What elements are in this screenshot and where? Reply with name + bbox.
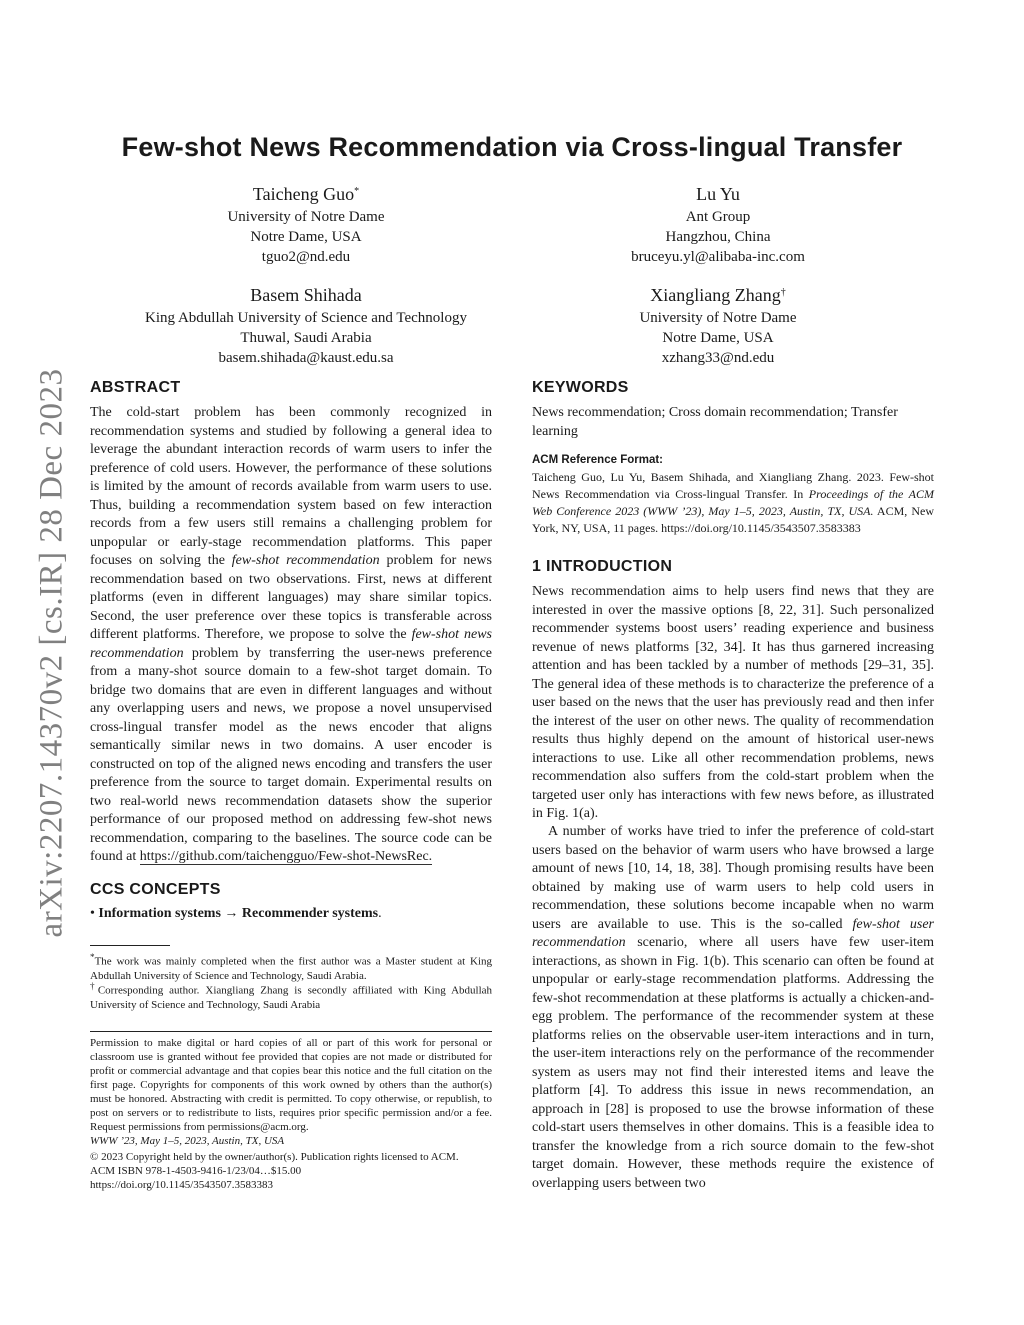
author-affiliation: Ant Group xyxy=(685,209,751,225)
ccs-bullet: • xyxy=(90,906,95,921)
footnote-text: The work was mainly completed when the first author was a Master student at King Abdullah University of Science and Technology, Saudi Arabia. xyxy=(90,955,492,982)
author-name: Xiangliang Zhang xyxy=(650,285,781,305)
permission-rule xyxy=(90,1031,492,1032)
source-code-link[interactable]: https://github.com/taichengguo/Few-shot-NewsRec. xyxy=(139,849,433,864)
author-affiliation: University of Notre Dame xyxy=(639,310,797,326)
footnote-2 xyxy=(90,979,492,1012)
footnote-text: Corresponding author. Xiangliang Zhang is secondly affiliated with King Abdullah University of Science and Technology, Saudi Arabia xyxy=(90,984,493,1011)
reference-format-text xyxy=(532,469,934,537)
paper-title: Few-shot News Recommendation via Cross-lingual Transfer xyxy=(121,132,903,162)
author-affiliation: King Abdullah University of Science and Technology xyxy=(145,310,467,326)
abstract-text-3: problem by transferring the user-news preference from a many-shot source domain to a few-shot target domain. To bridge two domains that are even in different languages and without any overlapping users and news, we propose a novel unsupervised cross-lingual transfer model as the news encoder that aligns semantically similar news in two domains. A user encoder is constructed on top of the aligned news encoding and transfers the user preference from the source to target domain. Experimental results on two real-world news recommendation datasets show the superior performance of our proposed method on addressing few-shot news recommendation, comparing to the baselines. The source code can be found at xyxy=(90,645,492,864)
keywords-text: News recommendation; Cross domain recommendation; Transfer learning xyxy=(532,405,898,439)
footnote-1 xyxy=(90,950,492,983)
author-name: Basem Shihada xyxy=(250,285,362,305)
ccs-arrow: → xyxy=(224,906,239,921)
author-block-1 xyxy=(150,182,462,267)
intro-text-b: scenario, where all users have few user-item interactions, as shown in Fig. 1(b). This scenario can often be found at unpopular or early-stage recommendation platforms. Addressing the few-shot recommendation at these platforms is actually a chicken-and-egg problem. The performance of the recommender system at these platforms relies on the observable user-item interactions and in turn, the user-item interactions rely on the performance of the recommender system as users may not find their interested items and leave the platform [4]. To address this issue in news recommendation, an approach in [28] is proposed to use the browse information of these cold-start users themselves in other domains. This is a feasible idea to transfer the knowledge from a rich source domain to the few-shot target domain. However, these methods require the existence of overlapping users between two xyxy=(532,935,934,1191)
intro-emphasis: few-shot user recommendation xyxy=(532,916,934,950)
abstract-emphasis-2: few-shot news recommendation xyxy=(90,627,493,661)
abstract-text-2: problem for news recommendation based on two observations. First, news at different platforms (even in different languages) may share similar topics. Second, the user preference over these topics is transferable across different platforms. Therefore, we propose to solve the xyxy=(90,553,492,642)
reference-format-heading: ACM Reference Format: xyxy=(532,454,663,466)
abstract-heading: ABSTRACT xyxy=(90,379,181,396)
ccs-concepts xyxy=(90,905,492,924)
permission-notice xyxy=(90,1036,492,1192)
footnote-mark: * xyxy=(90,952,95,962)
copyright-line: © 2023 Copyright held by the owner/author(s). Publication rights licensed to ACM. xyxy=(90,1151,459,1163)
author-location: Notre Dame, USA xyxy=(250,229,362,245)
author-location: Notre Dame, USA xyxy=(662,330,774,346)
footnote-rule xyxy=(90,945,170,946)
author-block-3 xyxy=(100,283,512,368)
isbn-line: ACM ISBN 978-1-4503-9416-1/23/04…$15.00 xyxy=(90,1165,302,1177)
author-name: Lu Yu xyxy=(696,184,740,204)
footnote-mark: † xyxy=(90,981,98,991)
author-block-2 xyxy=(562,182,874,267)
author-block-4 xyxy=(562,283,874,368)
intro-text-a: A number of works have tried to infer the preference of cold-start users based on the behavior of warm users who have browsed a large amount of news [10, 14, 18, 38]. Though promising results have been obtained by making use of warm users to help cold users in recommendation, these solutions become incapable when no warm users are available to use. This is the so-called xyxy=(532,824,934,932)
author-email: bruceyu.yl@alibaba-inc.com xyxy=(631,249,805,265)
intro-paragraph-1: News recommendation aims to help users find news that they are interested in over the massive options [8, 22, 31]. Such personalized recommender systems boost users’ reading experience and business revenue of news platforms [32, 34]. It has thus garnered increasing attention and has been tackled by a number of methods [29–31, 35]. The general idea of these methods is to characterize the preference of a user based on the news that the user has previously read and then infer the interest of the user on other news. The quality of recommendation results thus highly depend on the amount of historical user-news interactions to use. Like all other recommendation problems, news recommendation also suffers from the cold-start problem when the targeted user only has interactions with few news before, as illustrated in Fig. 1(a). xyxy=(532,584,934,821)
author-location: Hangzhou, China xyxy=(665,229,771,245)
abstract-emphasis-1: few-shot recommendation xyxy=(231,553,380,568)
arxiv-stamp: arXiv:2207.14370v2 [cs.IR] 28 Dec 2023 xyxy=(33,368,70,938)
intro-paragraph-2 xyxy=(532,823,934,1193)
reference-text-2: ACM, New York, NY, USA, 11 pages. https://doi.org/10.1145/3543507.3583383 xyxy=(532,504,934,535)
ccs-heading: CCS CONCEPTS xyxy=(90,881,221,898)
venue-line: WWW ’23, May 1–5, 2023, Austin, TX, USA xyxy=(90,1135,285,1147)
author-mark: † xyxy=(780,287,786,298)
author-name: Taicheng Guo xyxy=(252,184,355,204)
reference-text-1: Taicheng Guo, Lu Yu, Basem Shihada, and Xiangliang Zhang. 2023. Few-shot News Recommendation via Cross-lingual Transfer. In xyxy=(532,470,934,501)
introduction-heading: 1 INTRODUCTION xyxy=(532,558,673,575)
ccs-concept: Information systems xyxy=(98,906,221,921)
author-email: tguo2@nd.edu xyxy=(261,249,351,265)
author-mark: * xyxy=(354,186,360,197)
ccs-end: . xyxy=(378,906,382,921)
doi-line[interactable]: https://doi.org/10.1145/3543507.3583383 xyxy=(90,1179,274,1191)
abstract-text-1: The cold-start problem has been commonly recognized in recommendation systems and studied by following a general idea to leverage the abundant interaction records of warm users to infer the preference of cold users. However, the performance of these solutions is limited by the amount of records available from warm users to use. Thus, building a recommendation system based on few interaction records from a few users still remains a challenging problem for unpopular or early-stage recommendation platforms. This paper focuses on solving the xyxy=(90,405,492,568)
author-email: basem.shihada@kaust.edu.sa xyxy=(218,350,394,366)
reference-proceedings: Proceedings of the ACM Web Conference 2023 (WWW ’23), May 1–5, 2023, Austin, TX, USA. xyxy=(532,487,934,518)
abstract-body xyxy=(90,404,492,867)
author-affiliation: University of Notre Dame xyxy=(227,209,385,225)
author-email: xzhang33@nd.edu xyxy=(661,350,775,366)
keywords-heading: KEYWORDS xyxy=(532,379,629,396)
ccs-subconcept: Recommender systems xyxy=(241,906,379,921)
author-location: Thuwal, Saudi Arabia xyxy=(240,330,372,346)
permission-text: Permission to make digital or hard copies of all or part of this work for personal or classroom use is granted without fee provided that copies are not made or distributed for profit or commercial advantage and that copies bear this notice and the full citation on the first page. Copyrights for components of this work owned by others than the author(s) must be honored. Abstracting with credit is permitted. To copy otherwise, or republish, to post on servers or to redistribute to lists, requires prior specific permission and/or a fee. Request permissions from permissions@acm.org. xyxy=(90,1037,492,1133)
